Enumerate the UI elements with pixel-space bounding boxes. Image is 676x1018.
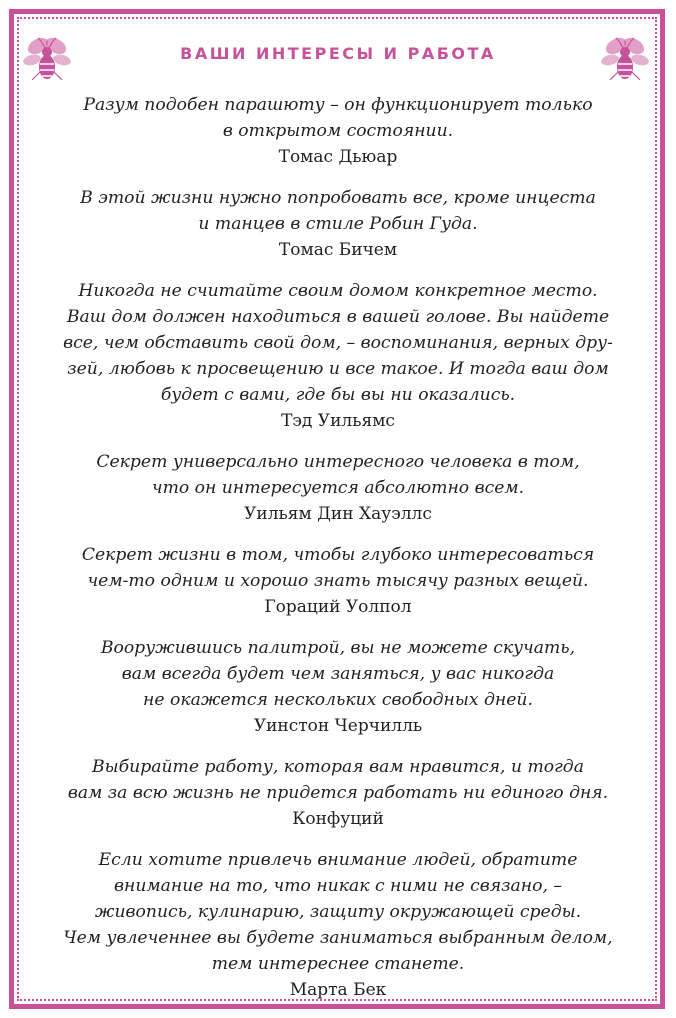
quote-line: вам за всю жизнь не придется работать ни единого дня. <box>67 783 609 803</box>
quote-line: Если хотите привлечь внимание людей, обратите <box>98 850 578 870</box>
quote-line: Чем увлеченнее вы будете заниматься выбранным делом, <box>63 928 613 948</box>
quote-line: тем интереснее станете. <box>211 954 465 974</box>
quote-block <box>50 185 626 263</box>
quote-line: Вооружившись палитрой, вы не можете скучать, <box>100 638 576 658</box>
quote-line: в открытом состоянии. <box>222 121 454 141</box>
quote-text <box>50 449 626 501</box>
quote-line: зей, любовь к просвещению и все такое. И тогда ваш дом <box>67 359 609 379</box>
quote-block <box>50 635 626 739</box>
quote-author: Гораций Уолпол <box>264 597 412 617</box>
quote-line: вам всегда будет чем заняться, у вас никогда <box>121 664 555 684</box>
quote-text <box>50 92 626 144</box>
quote-text <box>50 847 626 977</box>
quote-line: Секрет жизни в том, чтобы глубоко интересоваться <box>81 545 595 565</box>
quote-block <box>50 542 626 620</box>
quote-block <box>50 92 626 170</box>
page-title: ВАШИ ИНТЕРЕСЫ И РАБОТА <box>180 44 496 63</box>
quote-block <box>50 278 626 434</box>
quote-line: все, чем обставить свой дом, – воспоминания, верных дру- <box>63 333 613 353</box>
quote-list <box>50 92 626 1018</box>
quote-author: Марта Бек <box>289 980 387 1000</box>
quote-line: чем-то одним и хорошо знать тысячу разных вещей. <box>87 571 589 591</box>
quote-block <box>50 847 626 1003</box>
quote-line: что он интересуется абсолютно всем. <box>151 478 525 498</box>
quote-line: живопись, кулинарию, защиту окружающей среды. <box>94 902 582 922</box>
quote-line: Никогда не считайте своим домом конкретное место. <box>78 281 598 301</box>
quote-text <box>50 278 626 408</box>
quote-line: Разум подобен парашюту – он функционирует только <box>83 95 593 115</box>
quote-line: Секрет универсально интересного человека в том, <box>96 452 580 472</box>
quote-line: Ваш дом должен находиться в вашей голове. Вы найдете <box>66 307 610 327</box>
quote-line: не окажется нескольких свободных дней. <box>143 690 533 710</box>
quote-author: Уинстон Черчилль <box>253 716 423 736</box>
quote-text <box>50 635 626 713</box>
quote-author: Томас Бичем <box>278 240 398 260</box>
quote-line: и танцев в стиле Робин Гуда. <box>198 214 478 234</box>
quote-author: Тэд Уильямс <box>281 411 395 431</box>
quote-text <box>50 185 626 237</box>
quote-author: Томас Дьюар <box>278 147 398 167</box>
quote-text <box>50 542 626 594</box>
quote-line: В этой жизни нужно попробовать все, кроме инцеста <box>80 188 596 208</box>
quote-author: Конфуций <box>292 809 384 829</box>
quote-block <box>50 754 626 832</box>
quote-author: Уильям Дин Хауэллс <box>244 504 432 524</box>
quote-line: внимание на то, что никак с ними не связано, – <box>114 876 562 896</box>
quote-line: Выбирайте работу, которая вам нравится, и тогда <box>92 757 584 777</box>
quote-block <box>50 449 626 527</box>
quote-line: будет с вами, где бы вы ни оказались. <box>160 385 516 405</box>
quote-text <box>50 754 626 806</box>
